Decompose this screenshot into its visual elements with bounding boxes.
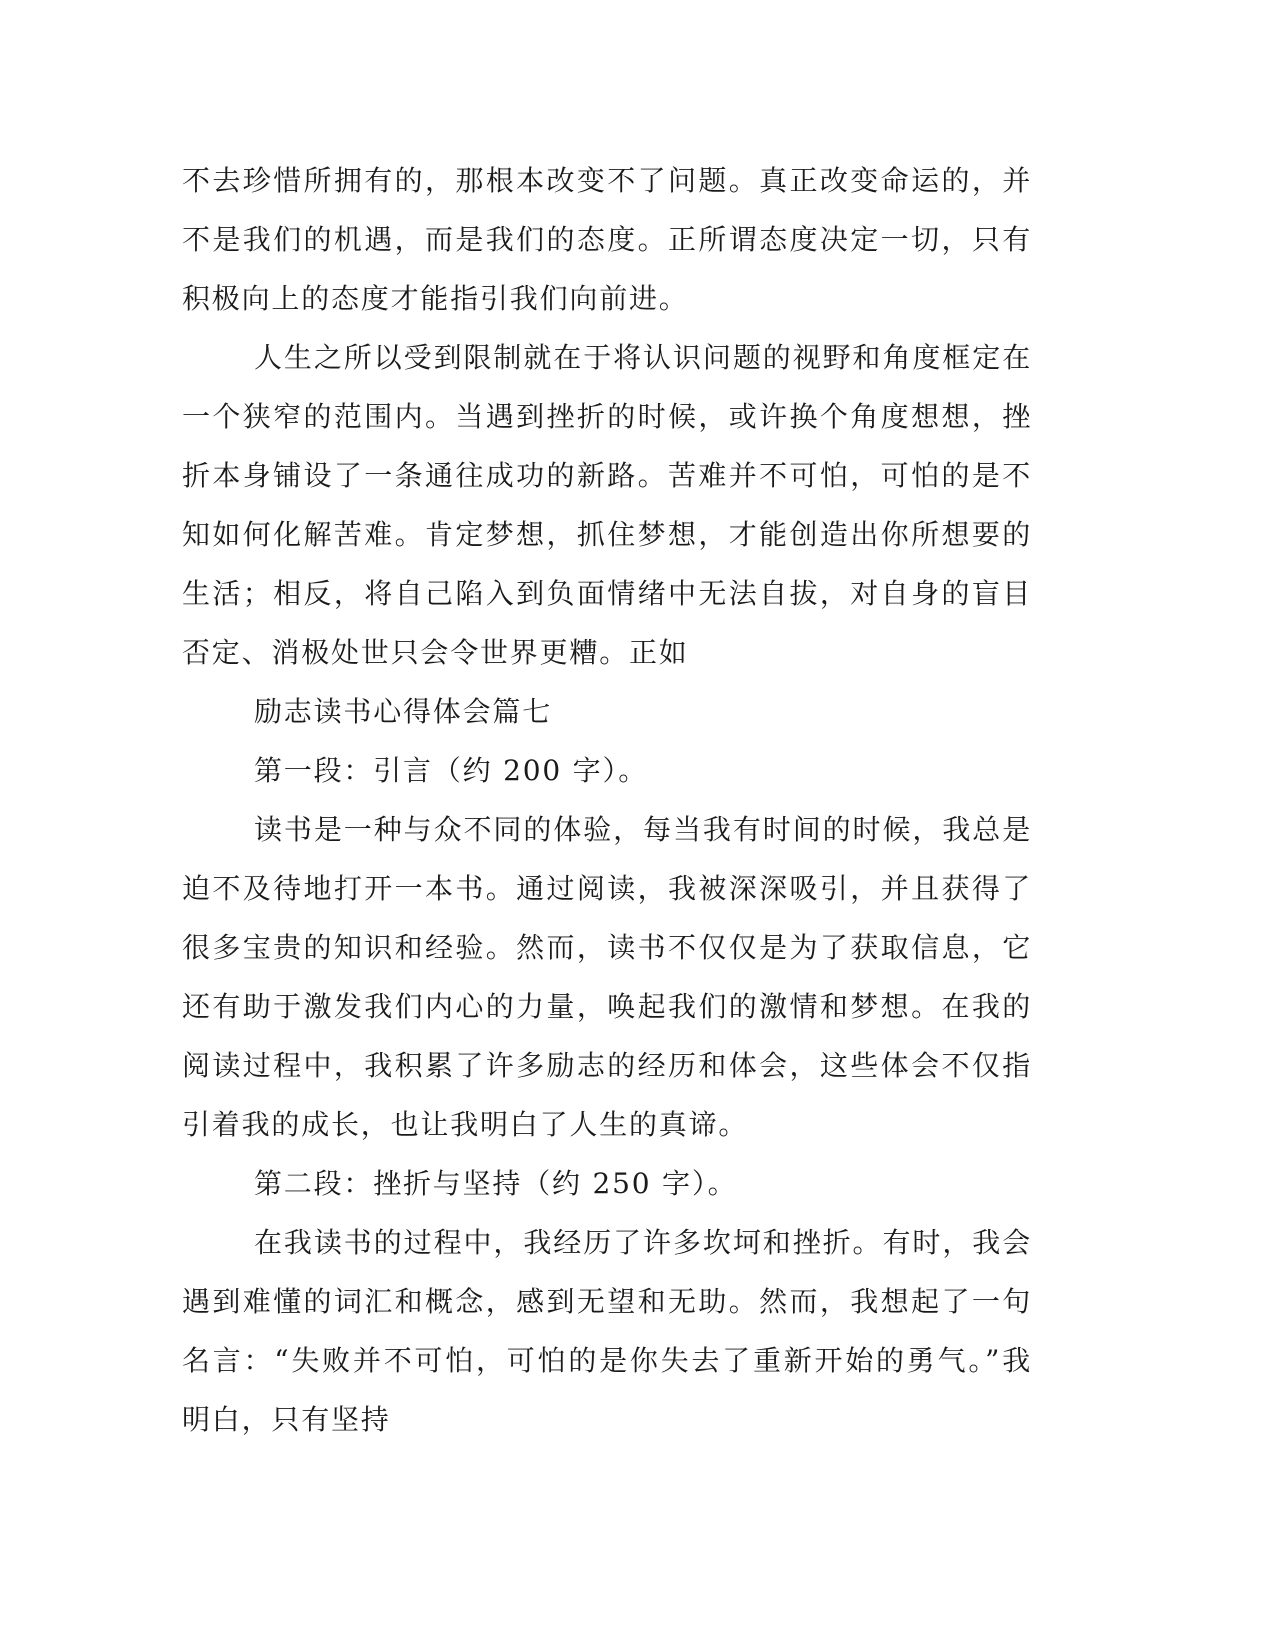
paragraph: 人生之所以受到限制就在于将认识问题的视野和角度框定在一个狭窄的范围内。当遇到挫折的时候，或许换个角度想想，挫折本身铺设了一条通往成功的新路。苦难并不可怕，可怕的是不知如何化解苦难。肯定梦想，抓住梦想，才能创造出你所想要的生活；相反，将自己陷入到负面情绪中无法自拔，对自身的盲目否定、消极处世只会令世界更糟。正如 <box>182 341 1032 669</box>
section-heading: 第二段：挫折与坚持（约 250 字）。 <box>254 1167 738 1200</box>
section-title: 励志读书心得体会篇七 <box>254 695 553 728</box>
paragraph: 不去珍惜所拥有的，那根本改变不了问题。真正改变命运的，并不是我们的机遇，而是我们的态度。正所谓态度决定一切，只有积极向上的态度才能指引我们向前进。 <box>182 164 1032 315</box>
paragraph: 在我读书的过程中，我经历了许多坎坷和挫折。有时，我会遇到难懂的词汇和概念，感到无望和无助。然而，我想起了一句名言：“失败并不可怕，可怕的是你失去了重新开始的勇气。”我明白，只有坚持 <box>182 1226 1032 1436</box>
section-heading: 第一段：引言（约 200 字）。 <box>254 754 649 787</box>
paragraph: 读书是一种与众不同的体验，每当我有时间的时候，我总是迫不及待地打开一本书。通过阅读，我被深深吸引，并且获得了很多宝贵的知识和经验。然而，读书不仅仅是为了获取信息，它还有助于激发我们内心的力量，唤起我们的激情和梦想。在我的阅读过程中，我积累了许多励志的经历和体会，这些体会不仅指引着我的成长，也让我明白了人生的真谛。 <box>182 813 1032 1141</box>
document-body <box>182 151 1032 1449</box>
